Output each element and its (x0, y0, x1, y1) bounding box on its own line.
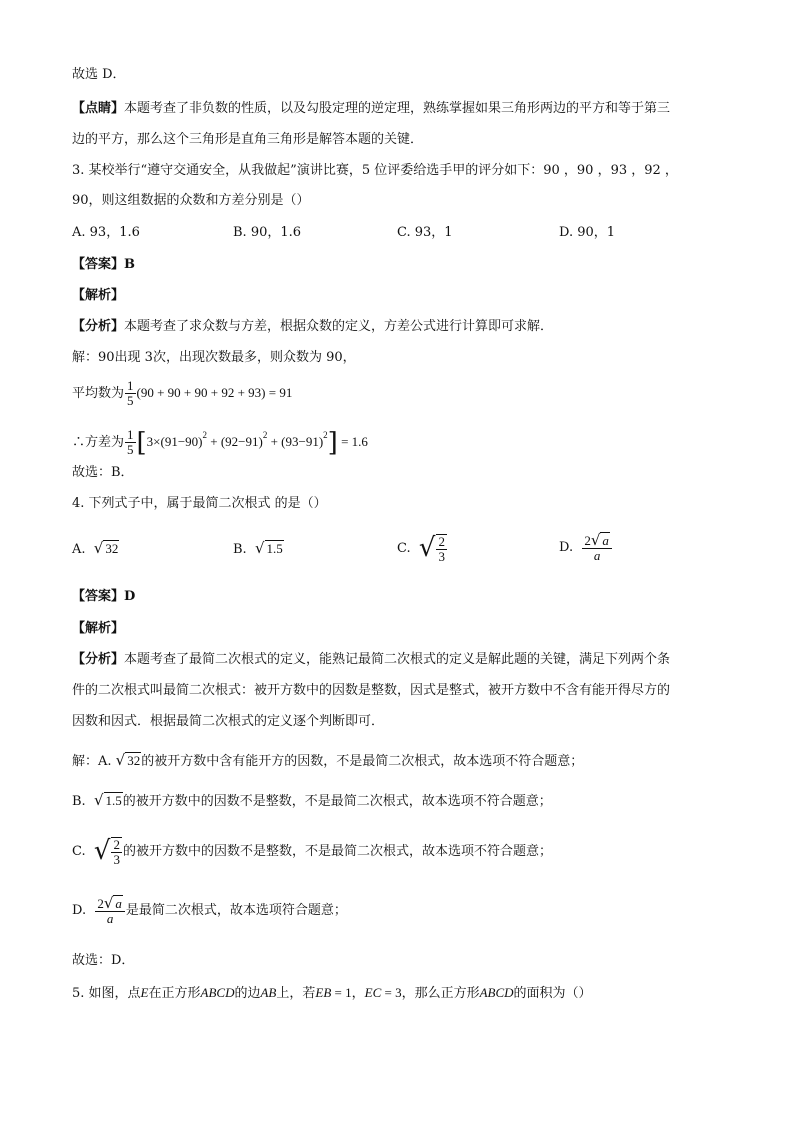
one-fifth-fraction (125, 428, 136, 457)
sqrt-icon: √ (93, 539, 104, 557)
q4-analysis-line-1 (72, 651, 670, 669)
q3-answer: 【答案】B (72, 257, 135, 272)
q5-text: 在正方形 (148, 986, 201, 1001)
analysis-tag: 【分析】 (72, 652, 125, 667)
fraction-numerator: 1 (127, 378, 134, 393)
q4-option-a (72, 539, 119, 559)
fraction-denominator: a (593, 548, 601, 563)
square-exponent: 2 (323, 430, 328, 440)
q3-mean-line (72, 379, 292, 408)
solution-prefix: C. (72, 844, 86, 859)
coefficient: 2 (584, 533, 591, 548)
option-letter: D. (559, 540, 574, 555)
q5-text: = 1， (331, 985, 365, 1000)
fraction-numerator: 1 (127, 427, 134, 442)
q5-text: 的边 (234, 986, 261, 1001)
q3-option-b: B. 90，1.6 (233, 225, 302, 240)
q5-stem (72, 984, 592, 1003)
q4-analysis-line-3: 因数和因式．根据最简二次根式的定义逐个判断即可． (72, 714, 385, 729)
sqrt-icon: √ (93, 791, 104, 809)
two-root-a-over-a (582, 532, 612, 563)
fraction-denominator: 3 (113, 851, 120, 867)
radicand: 32 (105, 541, 119, 556)
mean-label: 平均数为 (72, 386, 125, 401)
fraction-denominator: 3 (438, 548, 445, 564)
q4-option-d (559, 531, 613, 565)
left-bracket: [ (136, 428, 147, 458)
variance-term-3: + (93−91) (267, 434, 324, 449)
mean-expression: (90 + 90 + 90 + 92 + 93) = 91 (136, 385, 293, 400)
solution-text: 的被开方数中的因数不是整数，不是最简二次根式，故本选项不符合题意； (122, 844, 552, 859)
fraction-denominator: 5 (127, 442, 134, 457)
radicand: a (115, 896, 122, 911)
radicand: 32 (127, 753, 141, 768)
segment-ec: EC (364, 985, 382, 1000)
fraction-denominator: 5 (127, 393, 134, 408)
variance-result: = 1.6 (337, 434, 368, 449)
square-abcd: ABCD (479, 985, 514, 1000)
q4-choose: 故选：D． (72, 953, 135, 968)
sqrt-icon: √ (103, 894, 114, 912)
fraction-numerator: 2 (113, 836, 120, 852)
fraction-numerator (582, 532, 612, 549)
q4-solution-c (72, 833, 552, 870)
sqrt-icon: √ (115, 751, 126, 769)
fraction-denominator: a (106, 911, 114, 926)
comment-tag: 【点睛】 (72, 101, 125, 116)
sqrt-icon: √ (418, 533, 436, 563)
variance-label: ∴方差为 (72, 435, 125, 450)
square-abcd: ABCD (200, 985, 235, 1000)
variance-term-2: + (92−91) (207, 434, 263, 449)
two-root-a-over-a (95, 895, 125, 926)
q4-option-b (233, 539, 284, 559)
fraction-numerator (95, 895, 125, 912)
q4-solution-a (72, 751, 583, 771)
comment-text: 本题考查了非负数的性质，以及勾股定理的逆定理，熟练掌握如果三角形两边的平方和等于第三 (124, 101, 671, 116)
radicand-fraction (111, 837, 122, 867)
q3-option-d: D. 90，1 (559, 225, 616, 240)
q4-stem: 4. 下列式子中，属于最简二次根式 的是（） (72, 496, 327, 511)
q4-answer: 【答案】D (72, 589, 136, 604)
right-bracket: ] (327, 428, 338, 458)
analysis-text: 本题考查了求众数与方差，根据众数的定义，方差公式进行计算即可求解． (124, 319, 554, 334)
q3-solution-line-1: 解：90出现 3次，出现次数最多，则众数为 90， (72, 350, 356, 365)
q3-option-a: A. 93，1.6 (72, 225, 140, 240)
q5-text: 5. 如图，点 (72, 986, 141, 1001)
fraction-numerator: 2 (438, 533, 445, 549)
solution-text: 的被开方数中含有能开方的因数，不是最简二次根式，故本选项不符合题意； (141, 754, 584, 769)
q3-choose: 故选：B． (72, 465, 134, 480)
sqrt-icon: √ (590, 531, 601, 549)
q3-analysis-title: 【解析】 (72, 288, 125, 303)
square-exponent: 2 (202, 430, 207, 440)
q4-analysis-line-2: 件的二次根式叫最简二次根式：被开方数中的因数是整数，因式是整式，被开方数中不含有能开得尽方的 (72, 683, 671, 698)
sqrt-icon: √ (254, 539, 265, 557)
q3-variance-line (72, 420, 368, 458)
radicand: 1.5 (266, 541, 283, 556)
radicand-fraction (436, 534, 447, 564)
sqrt-icon: √ (93, 836, 111, 866)
q5-text: 的面积为（） (513, 986, 592, 1001)
option-letter: A. (72, 542, 86, 557)
analysis-text: 本题考查了最简二次根式的定义，能熟记最简二次根式的定义是解此题的关键，满足下列两个条 (124, 652, 671, 667)
option-letter: C. (397, 541, 411, 556)
solution-prefix: D. (72, 903, 87, 918)
q5-text: = 3，那么正方形 (381, 985, 480, 1000)
solution-prefix: 解：A. (72, 754, 112, 769)
square-exponent: 2 (262, 430, 268, 440)
solution-text: 是最简二次根式，故本选项符合题意； (125, 903, 347, 918)
q4-analysis-title: 【解析】 (72, 621, 125, 636)
one-fifth-fraction (125, 379, 136, 408)
q4-solution-b (72, 791, 552, 811)
q3-analysis (72, 318, 553, 336)
option-letter: B. (233, 542, 247, 557)
q2-comment-line-1 (72, 100, 670, 118)
radicand: a (602, 533, 609, 548)
q4-solution-d (72, 893, 347, 929)
q3-option-c: C. 93，1 (397, 225, 453, 240)
q3-stem-line-2: 90，则这组数据的众数和方差分别是（） (72, 193, 310, 208)
solution-prefix: B. (72, 794, 86, 809)
analysis-tag: 【分析】 (72, 319, 125, 334)
q2-choose: 故选 D． (72, 67, 126, 82)
point-e: E (140, 985, 149, 1000)
coefficient: 2 (97, 896, 104, 911)
solution-text: 的被开方数中的因数不是整数，不是最简二次根式，故本选项不符合题意； (122, 794, 552, 809)
q2-comment-line-2: 边的平方，那么这个三角形是直角三角形是解答本题的关键． (72, 132, 424, 147)
q4-option-c (397, 531, 448, 566)
variance-term-1: 3×(91−90) (146, 434, 203, 449)
radicand: 1.5 (105, 793, 122, 808)
segment-eb: EB (315, 985, 332, 1000)
side-ab: AB (260, 985, 277, 1000)
q3-stem-line-1: 3. 某校举行“遵守交通安全，从我做起”演讲比赛，5 位评委给选手甲的评分如下：90 ，90 ，93 ，92 ， (72, 163, 678, 178)
q5-text: 上，若 (276, 986, 316, 1001)
